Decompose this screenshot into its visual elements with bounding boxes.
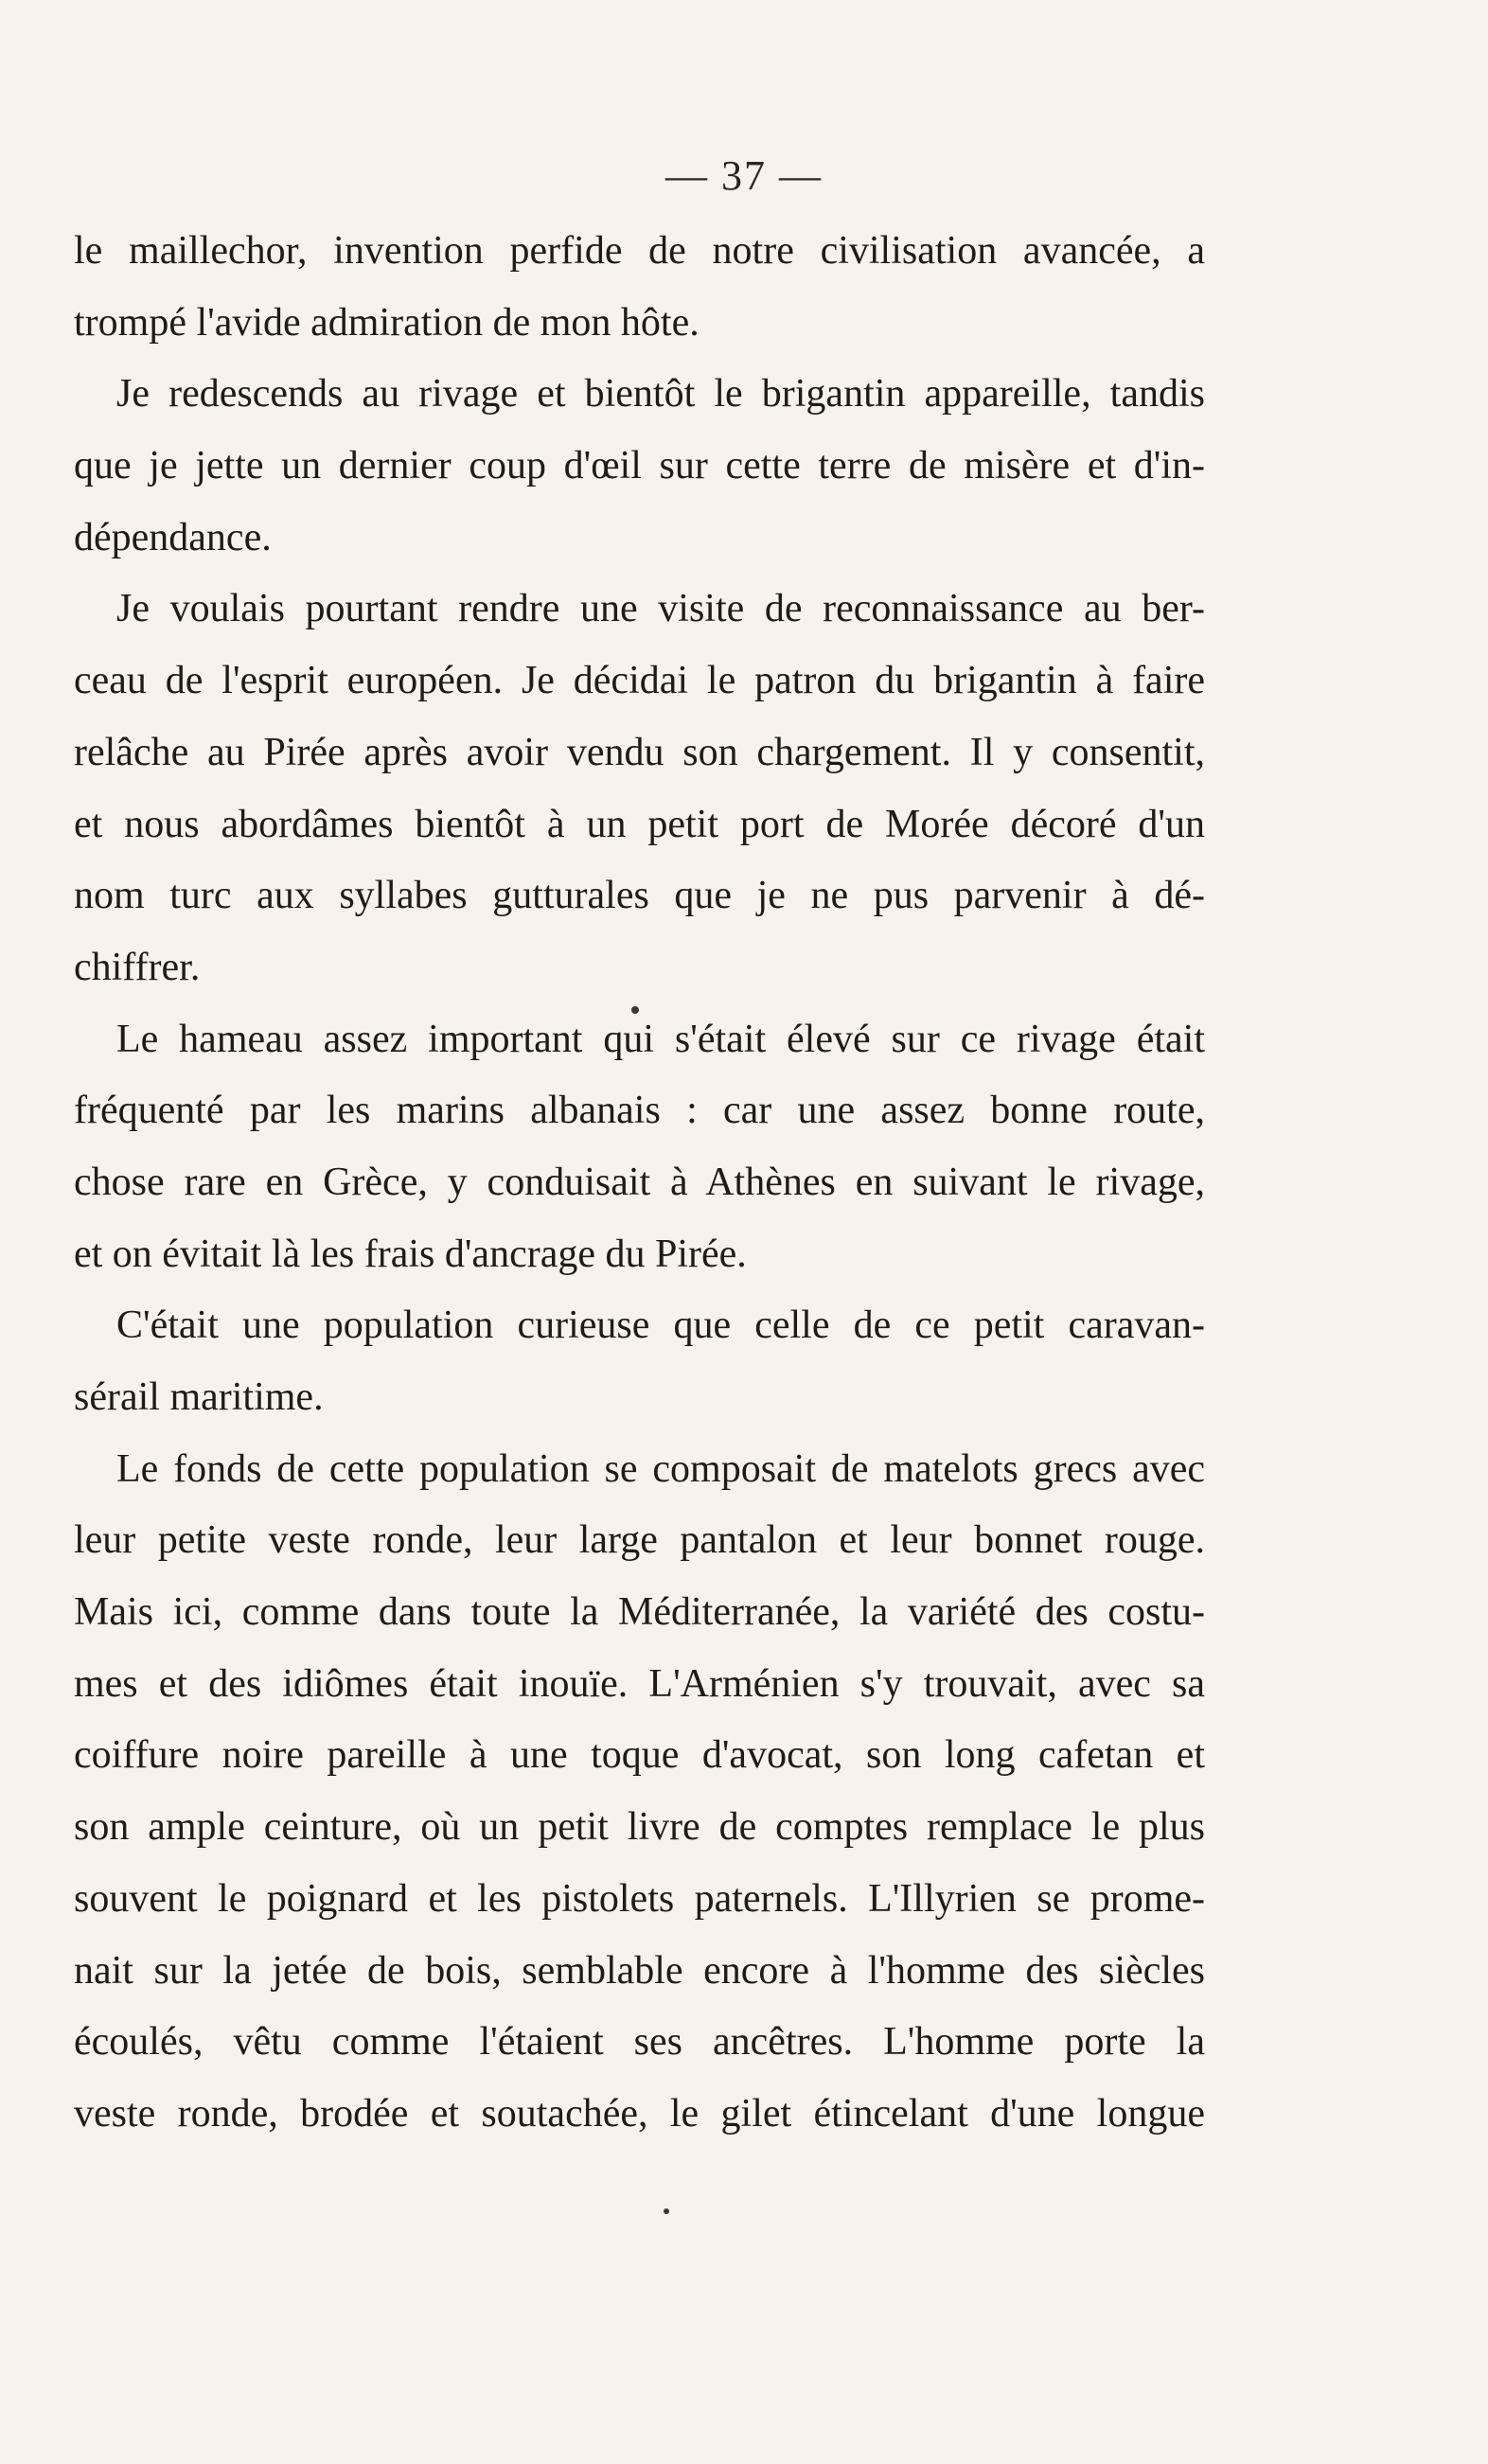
text-line: nait sur la jetée de bois, semblable encore à l'homme des siècles [74,1948,1205,1993]
text-line: dépendance. [74,515,272,559]
text-line: que je jette un dernier coup d'œil sur cette terre de misère et d'in- [74,444,1205,488]
text-line: chiffrer. [74,945,201,989]
text-line: son ample ceinture, où un petit livre de comptes remplace le plus [74,1805,1205,1850]
body-text [74,216,1205,2151]
text-line: veste ronde, brodée et soutachée, le gilet étincelant d'une longue [74,2091,1205,2136]
text-line: écoulés, vêtu comme l'étaient ses ancêtres. L'homme porte la [74,2020,1205,2065]
text-line: le maillechor, invention perfide de notre civilisation avancée, a [74,229,1205,273]
text-line: souvent le poignard et les pistolets paternels. L'Illyrien se prome- [74,1876,1205,1921]
text-line: Je voulais pourtant rendre une visite de reconnaissance au ber- [116,587,1205,631]
text-line: et on évitait là les frais d'ancrage du Pirée. [74,1232,747,1276]
page-number: — 37 — [665,152,823,199]
text-line: mes et des idiômes était inouïe. L'Arménien s'y trouvait, avec sa [74,1661,1205,1706]
text-line: trompé l'avide admiration de mon hôte. [74,300,700,345]
text-line: sérail maritime. [74,1375,324,1419]
text-line: leur petite veste ronde, leur large pantalon et leur bonnet rouge. [74,1518,1205,1563]
text-line: ceau de l'esprit européen. Je décidai le patron du brigantin à faire [74,659,1205,703]
text-line: C'était une population curieuse que celle de ce petit caravan- [116,1303,1205,1348]
text-line: Le hameau assez important qui s'était élevé sur ce rivage était [116,1017,1205,1061]
text-line: fréquenté par les marins albanais : car une assez bonne route, [74,1089,1205,1133]
text-line: et nous abordâmes bientôt à un petit port de Morée décoré d'un [74,802,1205,846]
text-line: relâche au Pirée après avoir vendu son chargement. Il y consentit, [74,730,1205,774]
text-line: chose rare en Grèce, y conduisait à Athènes en suivant le rivage, [74,1160,1205,1204]
text-line: Le fonds de cette population se composait de matelots grecs avec [116,1446,1205,1491]
text-line: Mais ici, comme dans toute la Méditerranée, la variété des costu- [74,1590,1205,1635]
text-line: Je redescends au rivage et bientôt le brigantin appareille, tandis [116,372,1205,417]
text-line: nom turc aux syllabes gutturales que je ne pus parvenir à dé- [74,874,1205,918]
text-line: coiffure noire pareille à une toque d'avocat, son long cafetan et [74,1733,1205,1778]
ink-speck [631,1006,639,1014]
ink-speck [664,2208,669,2214]
